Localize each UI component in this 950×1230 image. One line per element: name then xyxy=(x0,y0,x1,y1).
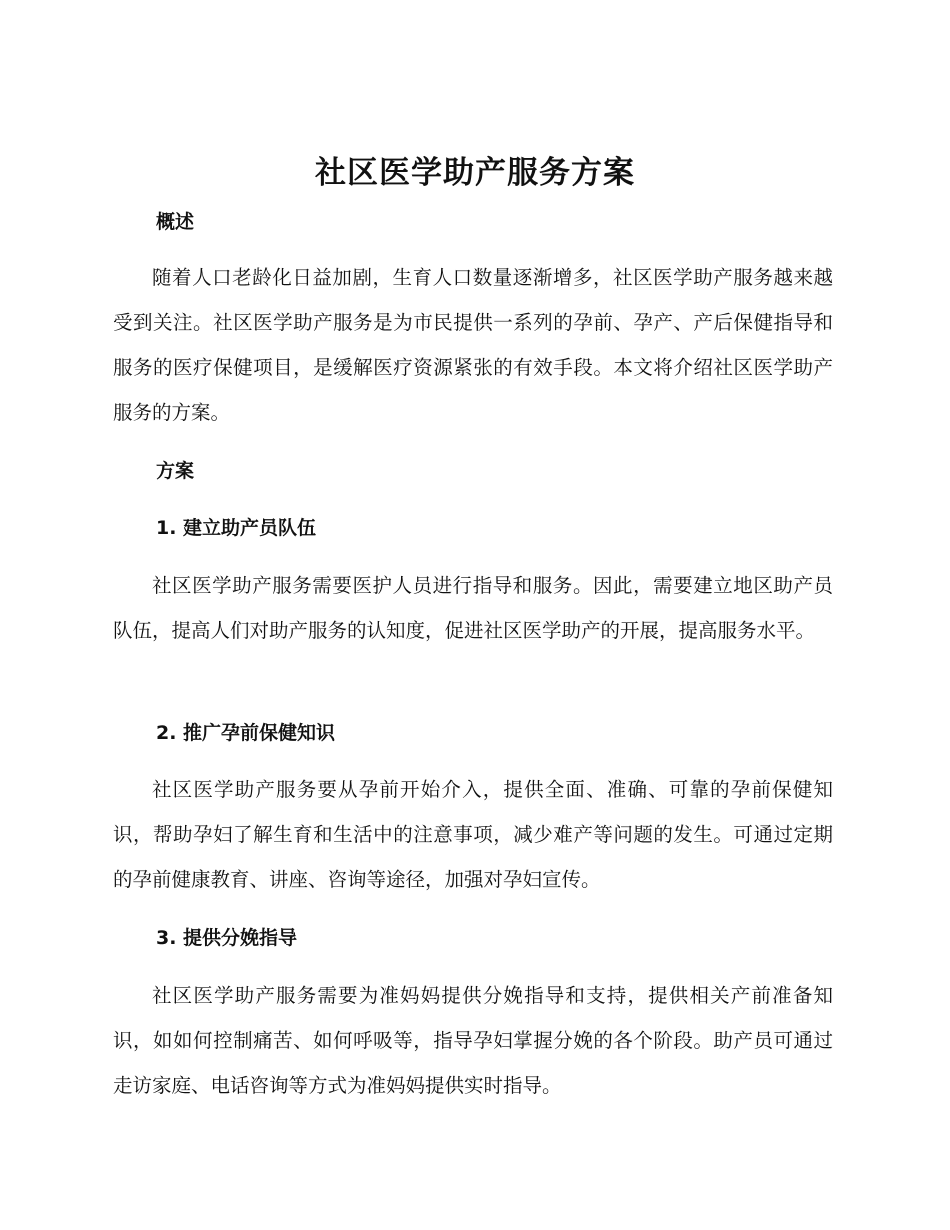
section-paragraph-overview: 随着人口老龄化日益加剧，生育人口数量逐渐增多，社区医学助产服务越来越受到关注。社区医学助产服务是为市民提供一系列的孕前、孕产、产后保健指导和服务的医疗保健项目，是缓解医疗资源紧张的有效手段。本文将介绍社区医学助产服务的方案。 xyxy=(113,266,833,424)
section-paragraph-midwife-team: 社区医学助产服务需要医护人员进行指导和服务。因此，需要建立地区助产员队伍，提高人们对助产服务的认知度，促进社区医学助产的开展，提高服务水平。 xyxy=(113,574,833,642)
section-paragraph-prepregnancy-knowledge: 社区医学助产服务要从孕前开始介入，提供全面、准确、可靠的孕前保健知识，帮助孕妇了解生育和生活中的注意事项，减少难产等问题的发生。可通过定期的孕前健康教育、讲座、咨询等途径，加强对孕妇宣传。 xyxy=(113,778,833,891)
section-heading-prepregnancy-knowledge: 2. 推广孕前保健知识 xyxy=(156,722,336,744)
section-paragraph-delivery-guidance: 社区医学助产服务需要为准妈妈提供分娩指导和支持，提供相关产前准备知识，如如何控制痛苦、如何呼吸等，指导孕妇掌握分娩的各个阶段。助产员可通过走访家庭、电话咨询等方式为准妈妈提供实时指导。 xyxy=(113,984,833,1097)
section-heading-plan: 方案 xyxy=(156,460,195,482)
section-heading-overview: 概述 xyxy=(156,211,195,233)
document-title: 社区医学助产服务方案 xyxy=(315,155,635,191)
section-heading-delivery-guidance: 3. 提供分娩指导 xyxy=(156,927,298,949)
section-heading-midwife-team: 1. 建立助产员队伍 xyxy=(156,517,317,539)
